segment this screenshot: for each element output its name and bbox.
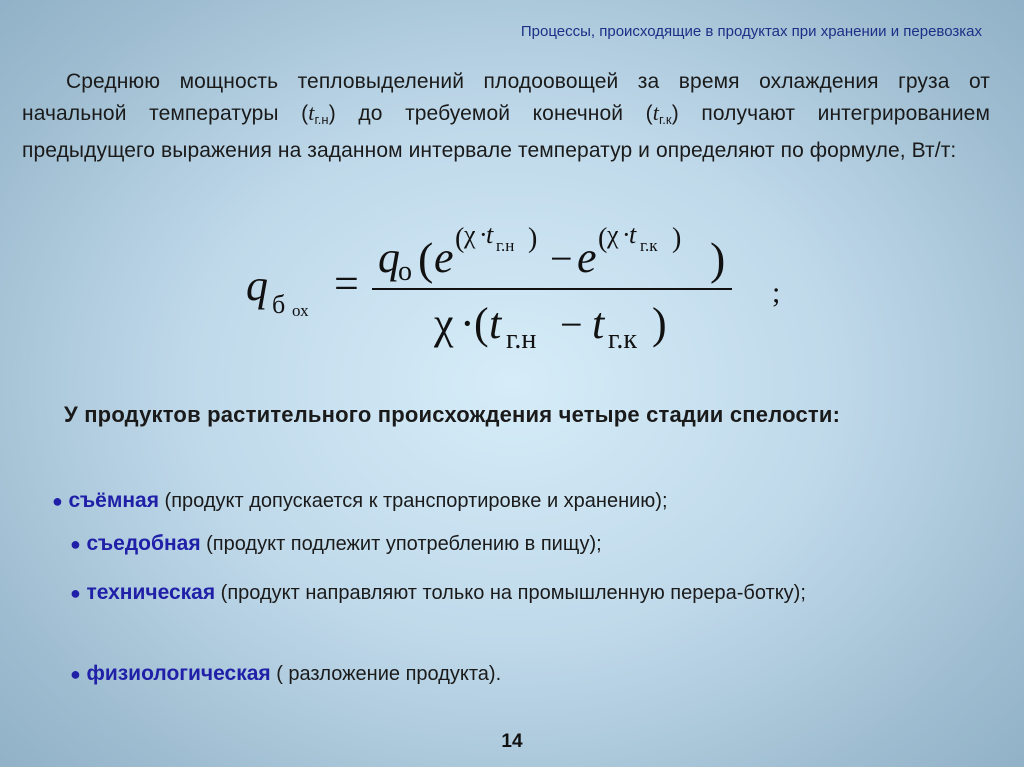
bullet-icon: ● [70, 583, 81, 603]
formula-exp2-open: ( [598, 223, 608, 254]
intro-paragraph [22, 66, 990, 166]
stage-item-3 [22, 577, 984, 609]
stage-description: (продукт подлежит употреблению в пищу); [200, 533, 602, 555]
formula-q0: q [378, 233, 400, 282]
intro-text-1: Среднюю мощность тепловыделений плодоовощей за время охлаждения груза от начальной температуры ( [22, 70, 990, 125]
formula-q0-sub: о [398, 256, 412, 287]
formula-lhs-q: q [246, 261, 268, 310]
formula-num-lparen: ( [418, 233, 434, 284]
formula-semicolon: ; [772, 276, 781, 309]
formula-exp1-close: ) [528, 223, 538, 254]
formula-exp2-chi: χ [607, 220, 619, 249]
formula-equals: = [334, 259, 359, 308]
formula-exp1-chi: χ [464, 220, 476, 249]
formula-exp2-t: t [629, 220, 637, 249]
bullet-icon: ● [70, 534, 81, 554]
formula-e1: e [434, 233, 454, 282]
formula-den-t2: t [592, 299, 605, 348]
formula-e2: e [577, 233, 597, 282]
stage-description: (продукт направляют только на промышленную перера-ботку); [215, 582, 806, 604]
stage-description: ( разложение продукта). [270, 663, 502, 685]
formula-lhs-subsub: ох [292, 301, 309, 320]
t-initial-symbol: t [308, 100, 315, 125]
formula-den-chi: χ [434, 299, 454, 348]
stage-term: съедобная [86, 532, 201, 555]
formula-minus: − [550, 236, 573, 281]
formula-den-t1: t [489, 299, 502, 348]
formula-exp1-dot: · [479, 220, 488, 249]
formula-exp1-open: ( [455, 223, 465, 254]
formula-den-lparen: ( [474, 299, 489, 348]
stage-item-2 [70, 528, 1024, 560]
formula-den-dot: · [460, 299, 475, 348]
bullet-icon: ● [52, 491, 63, 511]
t-final-symbol: t [652, 100, 659, 125]
formula-lhs-sub: б [272, 290, 286, 319]
stage-term: съёмная [68, 489, 159, 512]
intro-text-2: ) до требуемой конечной ( [328, 102, 653, 125]
bullet-icon: ● [70, 664, 81, 684]
stage-description: (продукт допускается к транспортировке и хранению); [158, 490, 668, 512]
formula-den-rparen: ) [652, 299, 667, 348]
formula-exp2-dot: · [622, 220, 631, 249]
stage-item-4 [70, 658, 1024, 690]
t-final-subscript: г.к [658, 112, 672, 127]
t-initial-subscript: г.н [314, 112, 329, 127]
formula-den-t2-sub: г.к [608, 324, 637, 355]
stage-item-1 [52, 485, 1014, 517]
formula-den-minus: − [560, 302, 583, 347]
heat-release-formula [0, 210, 1024, 370]
formula-exp2-close: ) [672, 223, 682, 254]
intro-text-3: ) получают интегрированием предыдущего выражения на заданном интервале температур и определяют по формуле, Вт/т: [22, 102, 990, 162]
page-number: 14 [501, 731, 523, 752]
ripeness-stages-heading: У продуктов растительного происхождения четыре стадии спелости: [64, 402, 841, 427]
formula-num-rparen: ) [710, 233, 726, 284]
stage-term: техническая [86, 581, 216, 604]
formula-den-t1-sub: г.н [506, 324, 537, 355]
stage-term: физиологическая [86, 662, 271, 685]
formula-exp1-t: t [486, 220, 494, 249]
slide-header-title: Процессы, происходящие в продуктах при хранении и перевозках [520, 23, 982, 40]
formula-exp1-sub: г.н [496, 236, 515, 255]
formula-exp2-sub: г.к [640, 236, 658, 255]
